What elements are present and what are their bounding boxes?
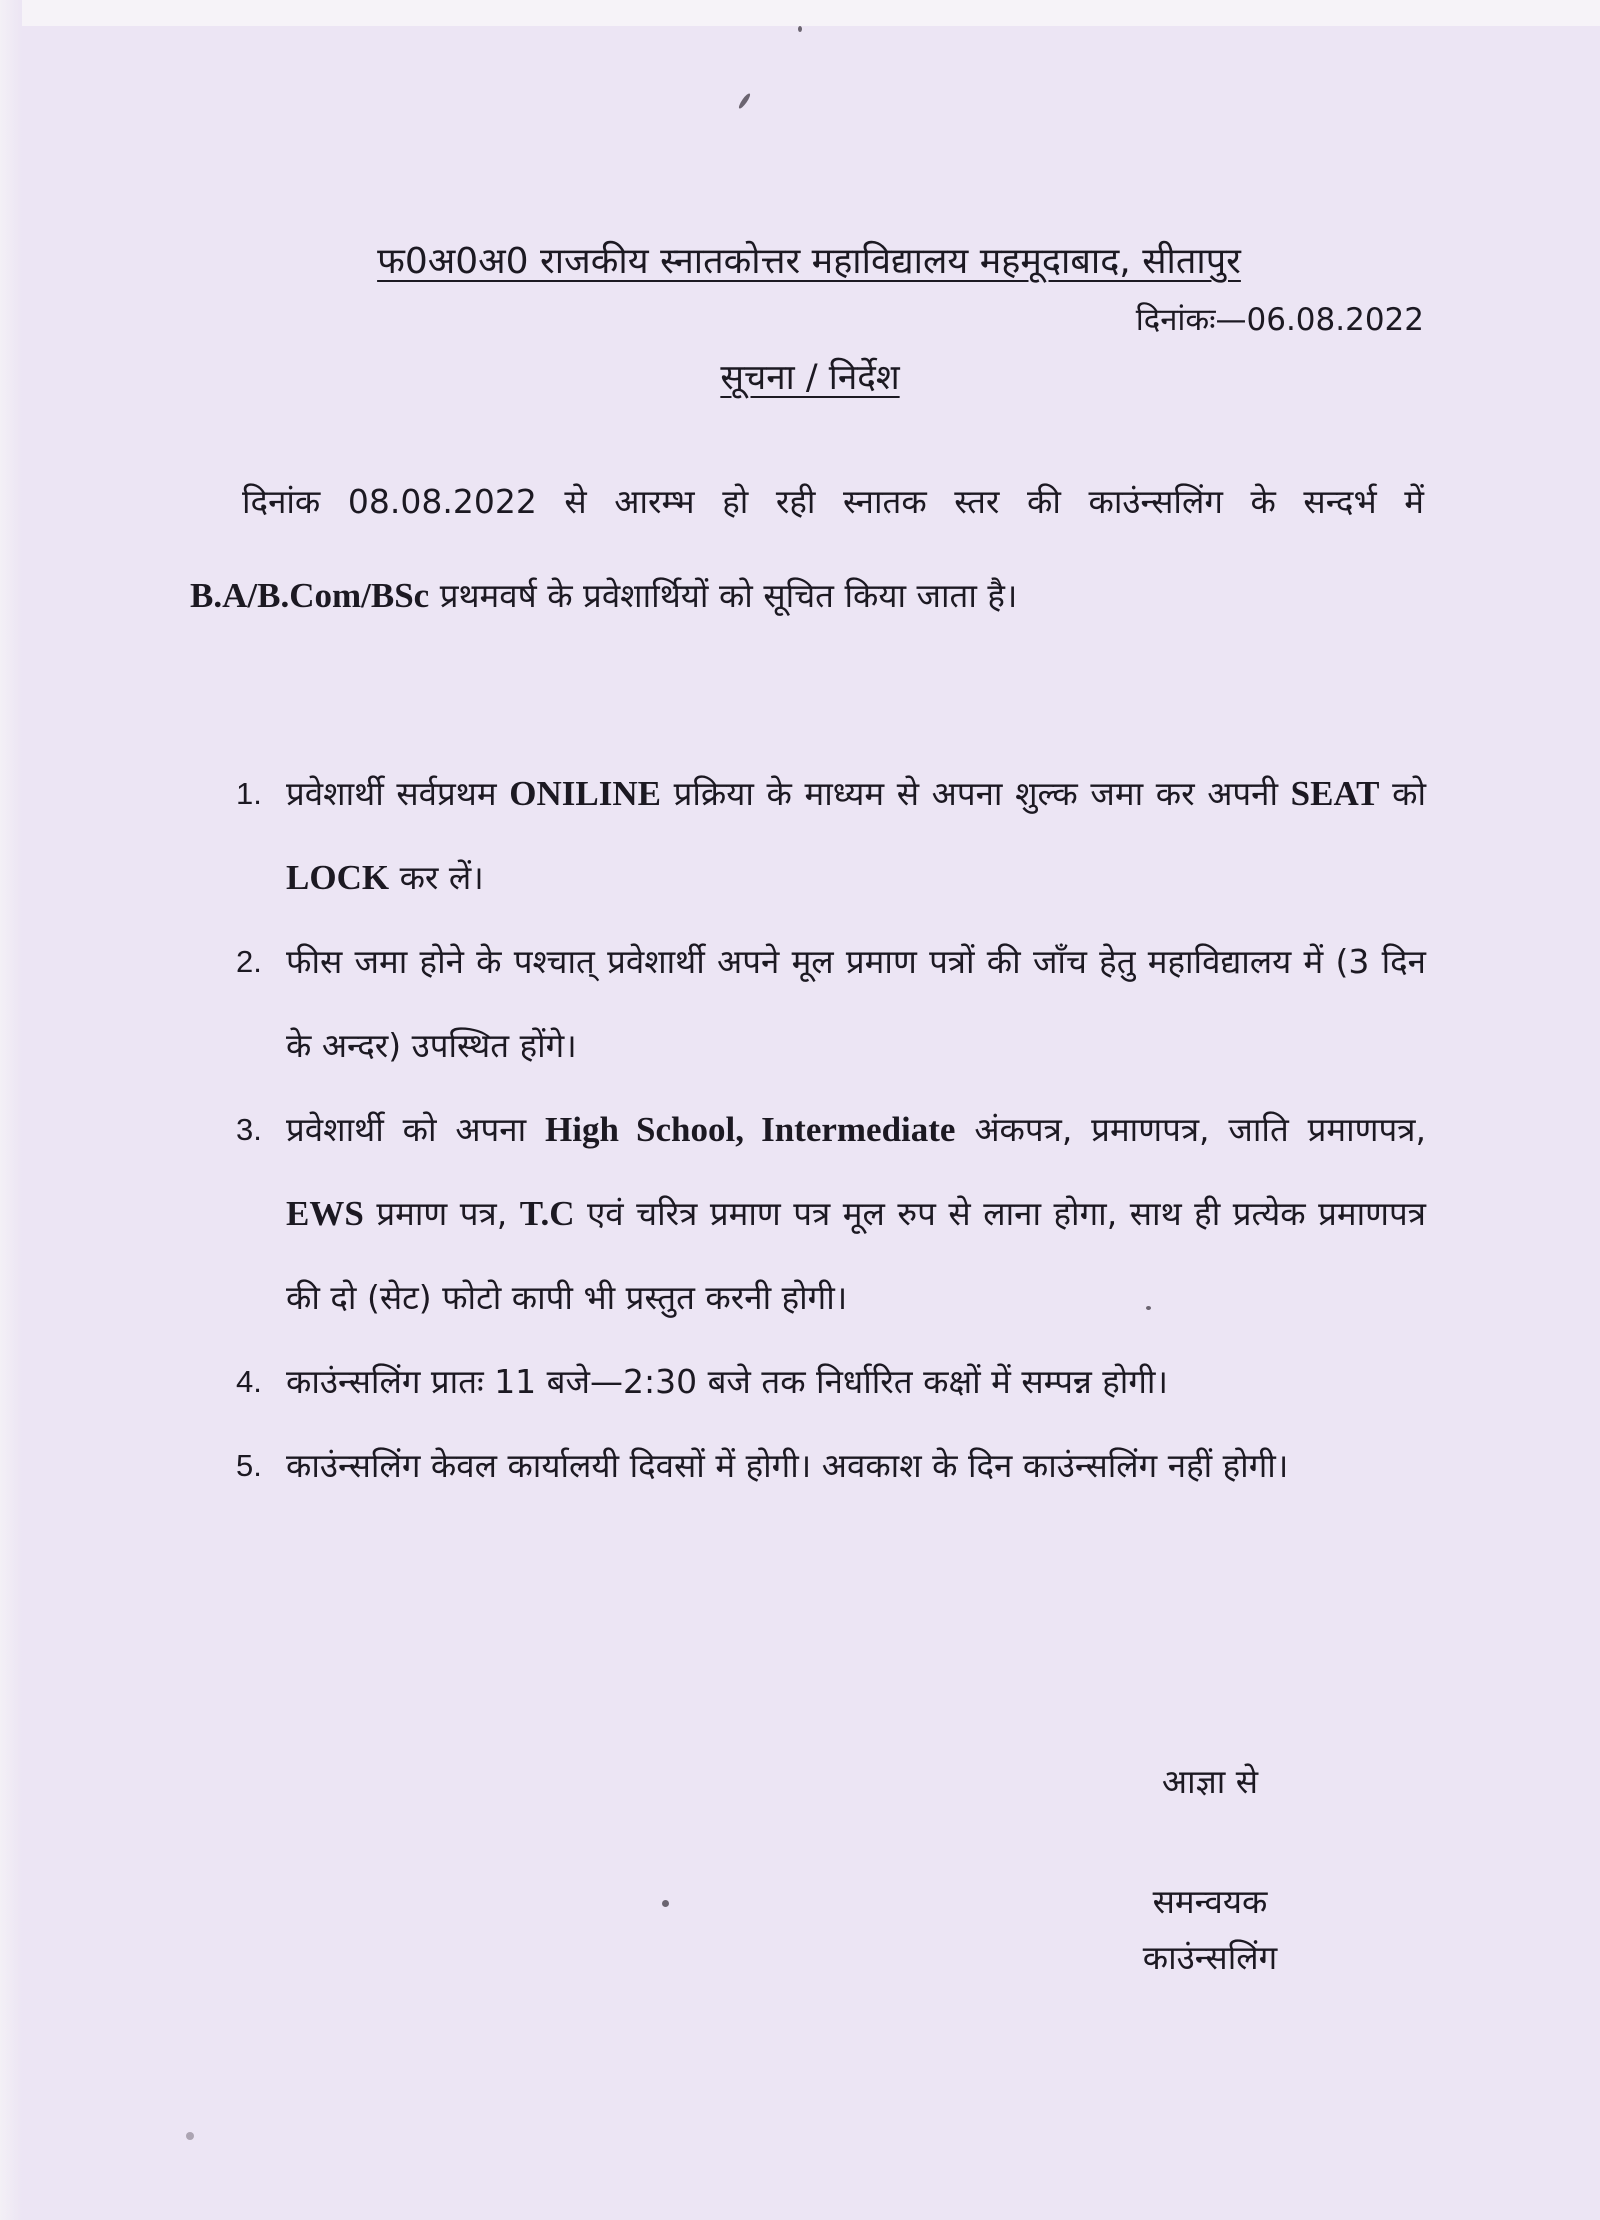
notice-date: दिनांकः—06.08.2022 [1135,302,1424,338]
instruction-number: 2. [236,944,262,979]
instruction-item [236,920,1426,1088]
institution-header: फ0अ0अ0 राजकीय स्नातकोत्तर महाविद्यालय महमूदाबाद, सीतापुर [377,241,1241,282]
intro-text-start: दिनांक 08.08.2022 से आरम्भ हो रही स्नातक स्तर की काउंन्सलिंग के सन्दर्भ में [242,482,1424,521]
intro-text-end: प्रथमवर्ष के प्रवेशार्थियों को सूचित किया जाता है। [429,576,1018,615]
order-line: आज्ञा से [1161,1762,1259,1801]
signatory-designation: समन्वयक [1152,1882,1268,1921]
instruction-keyword: EWS [286,1194,364,1233]
instruction-number: 4. [236,1364,262,1399]
instruction-number: 3. [236,1112,262,1147]
instruction-item [236,752,1426,920]
instruction-text: फीस जमा होने के पश्चात् प्रवेशार्थी अपने मूल प्रमाण पत्रों की जाँच हेतु महाविद्यालय में (3 दिन के अन्दर) उपस्थित होंगे। [286,942,1426,1065]
scan-speck [737,92,751,110]
instruction-text: को [1379,774,1426,813]
instruction-text: प्रमाण पत्र, [363,1194,520,1233]
instruction-text: कर लें। [389,858,484,897]
instruction-text: प्रक्रिया के माध्यम से अपना शुल्क जमा कर अपनी [660,774,1291,813]
instruction-item [236,1424,1426,1508]
instruction-text: प्रवेशार्थी को अपना [286,1110,546,1149]
instruction-keyword: T.C [519,1194,575,1233]
scan-speck [798,26,802,32]
instruction-keyword: High School, Intermediate [545,1110,956,1149]
instruction-keyword: SEAT [1290,774,1380,813]
scan-top-margin [0,0,1600,26]
intro-paragraph [190,455,1424,643]
instruction-text: अंकपत्र, प्रमाणपत्र, जाति प्रमाणपत्र, [955,1110,1426,1149]
instruction-number: 5. [236,1448,262,1483]
instruction-keyword: ONILINE [509,774,661,813]
signature-block [1080,1754,1340,1986]
instruction-number: 1. [236,776,262,811]
scan-speck [186,2132,194,2140]
instruction-text: काउंन्सलिंग केवल कार्यालयी दिवसों में होगी। अवकाश के दिन काउंन्सलिंग नहीं होगी। [286,1446,1289,1485]
scan-left-edge [0,0,22,2220]
instruction-list [236,752,1426,1508]
instruction-text: एवं चरित्र प्रमाण पत्र मूल रुप से लाना होगा, साथ ही प्रत्येक प्रमाणपत्र की दो (सेट) फोटो कापी भी प्रस्तुत करनी होगी। [286,1194,1426,1317]
scan-speck [662,1900,669,1907]
instruction-text: प्रवेशार्थी सर्वप्रथम [286,774,510,813]
instruction-item [236,1340,1426,1424]
instruction-keyword: LOCK [286,858,390,897]
instruction-text: काउंन्सलिंग प्रातः 11 बजे—2:30 बजे तक निर्धारित कक्षों में सम्पन्न होगी। [286,1362,1168,1401]
signatory-department: काउंन्सलिंग [1142,1938,1278,1977]
instruction-item [236,1088,1426,1340]
notice-title: सूचना / निर्देश [720,358,900,398]
course-names: B.A/B.Com/BSc [190,576,430,615]
